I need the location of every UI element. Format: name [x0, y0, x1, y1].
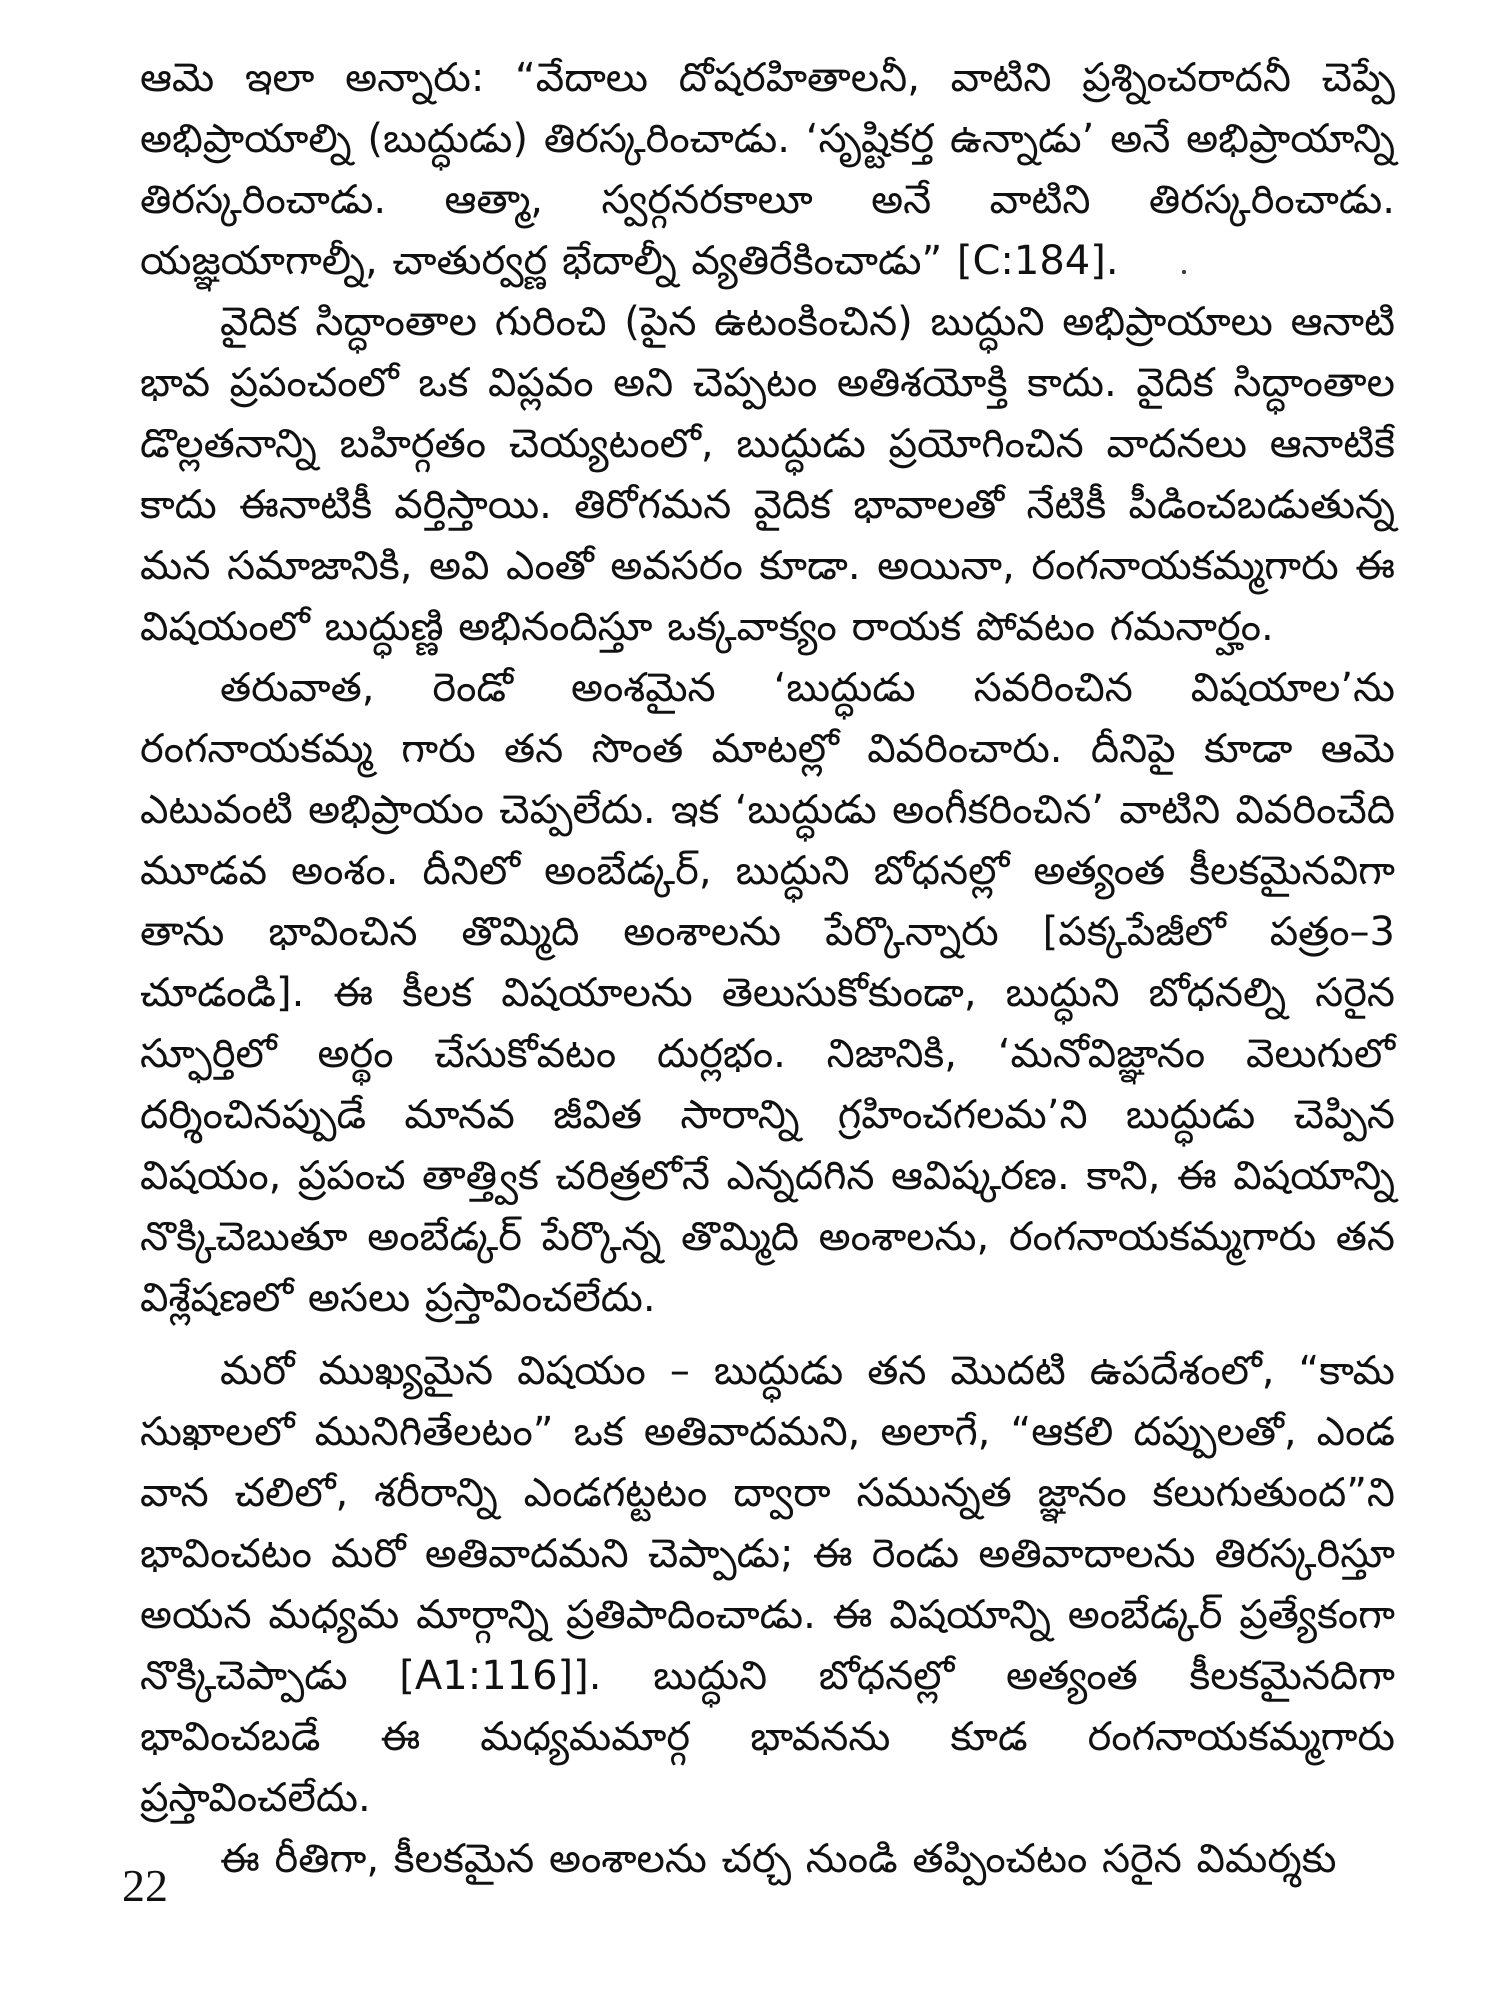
paragraph-vedic-doctrines: వైదిక సిద్ధాంతాల గురించి (పైన ఉటంకించిన) బుద్ధుని అభిప్రాయాలు ఆనాటి భావ ప్రపంచంలో ఒక విప్లవం అని చెప్పటం అతిశయోక్తి కాదు. వైదిక సిద్ధాంతాల డొల్లతనాన్ని బహిర్గతం చెయ్యటంలో, బుద్ధుడు ప్రయోగించిన వాదనలు ఆనాటికే కాదు ఈనాటికీ వర్తిస్తాయి. తిరోగమన వైదిక భావాలతో నేటికీ పీడించబడుతున్న మన సమాజానికి, అవి ఎంతో అవసరం కూడా. అయినా, రంగనాయకమ్మగారు ఈ విషయంలో బుద్ధుణ్ణి అభినందిస్తూ ఒక్కవాక్యం రాయక పోవటం గమనార్హం. [140, 299, 1395, 650]
body-text [140, 48, 1395, 1890]
paragraph-quote: ఆమె ఇలా అన్నారు: “వేదాలు దోషరహితాలనీ, వాటిని ప్రశ్నించరాదనీ చెప్పే అభిప్రాయాల్ని (బుద్ధుడు) తిరస్కరించాడు. ‘సృష్టికర్త ఉన్నాడు’ అనే అభిప్రాయాన్ని తిరస్కరించాడు. ఆత్మా, స్వర్గనరకాలూ అనే వాటిని తిరస్కరించాడు. యజ్ఞయాగాల్నీ, చాతుర్వర్ణ భేదాల్నీ వ్యతిరేకించాడు” [C:184]. [140, 55, 1395, 284]
scan-speck [1182, 270, 1186, 274]
paragraph-closing: ఈ రీతిగా, కీలకమైన అంశాలను చర్చ నుండి తప్పించటం సరైన విమర్శకు [220, 1836, 1337, 1882]
page-number: 22 [122, 1860, 168, 1911]
paragraph-second-aspect: తరువాత, రెండో అంశమైన ‘బుద్ధుడు సవరించిన విషయాల’ను రంగనాయకమ్మ గారు తన సొంత మాటల్లో వివరించారు. దీనిపై కూడా ఆమె ఎటువంటి అభిప్రాయం చెప్పలేదు. ఇక ‘బుద్ధుడు అంగీకరించిన’ వాటిని వివరించేది మూడవ అంశం. దీనిలో అంబేడ్కర్, బుద్ధుని బోధనల్లో అత్యంత కీలకమైనవిగా తాను భావించిన తొమ్మిది అంశాలను పేర్కొన్నారు [పక్కపేజీలో పత్రం–3 చూడండి]. ఈ కీలక విషయాలను తెలుసుకోకుండా, బుద్ధుని బోధనల్ని సరైన స్ఫూర్తిలో అర్థం చేసుకోవటం దుర్లభం. నిజానికి, ‘మనోవిజ్ఞానం వెలుగులో దర్శించినప్పుడే మానవ జీవిత సారాన్ని గ్రహించగలమ’ని బుద్ధుడు చెప్పిన విషయం, ప్రపంచ తాత్త్విక చరిత్రలోనే ఎన్నదగిన ఆవిష్కరణ. కాని, ఈ విషయాన్ని నొక్కిచెబుతూ అంబేడ్కర్ పేర్కొన్న తొమ్మిది అంశాలను, రంగనాయకమ్మగారు తన విశ్లేషణలో అసలు ప్రస్తావించలేదు. [140, 665, 1395, 1321]
paragraph-middle-path: మరో ముఖ్యమైన విషయం – బుద్ధుడు తన మొదటి ఉపదేశంలో, “కామ సుఖాలలో మునిగితేలటం” ఒక అతివాదమని, అలాగే, “ఆకలి దప్పులతో, ఎండ వాన చలిలో, శరీరాన్ని ఎండగట్టటం ద్వారా సమున్నత జ్ఞానం కలుగుతుంద”ని భావించటం మరో అతివాదమని చెప్పాడు; ఈ రెండు అతివాదాలను తిరస్కరిస్తూ అయన మధ్యమ మార్గాన్ని ప్రతిపాదించాడు. ఈ విషయాన్ని అంబేడ్కర్ ప్రత్యేకంగా నొక్కిచెప్పాడు [A1:116]]. బుద్ధుని బోధనల్లో అత్యంత కీలకమైనదిగా భావించబడే ఈ మధ్యమమార్గ భావనను కూడ రంగనాయకమ్మగారు ప్రస్తావించలేదు. [140, 1348, 1395, 1821]
